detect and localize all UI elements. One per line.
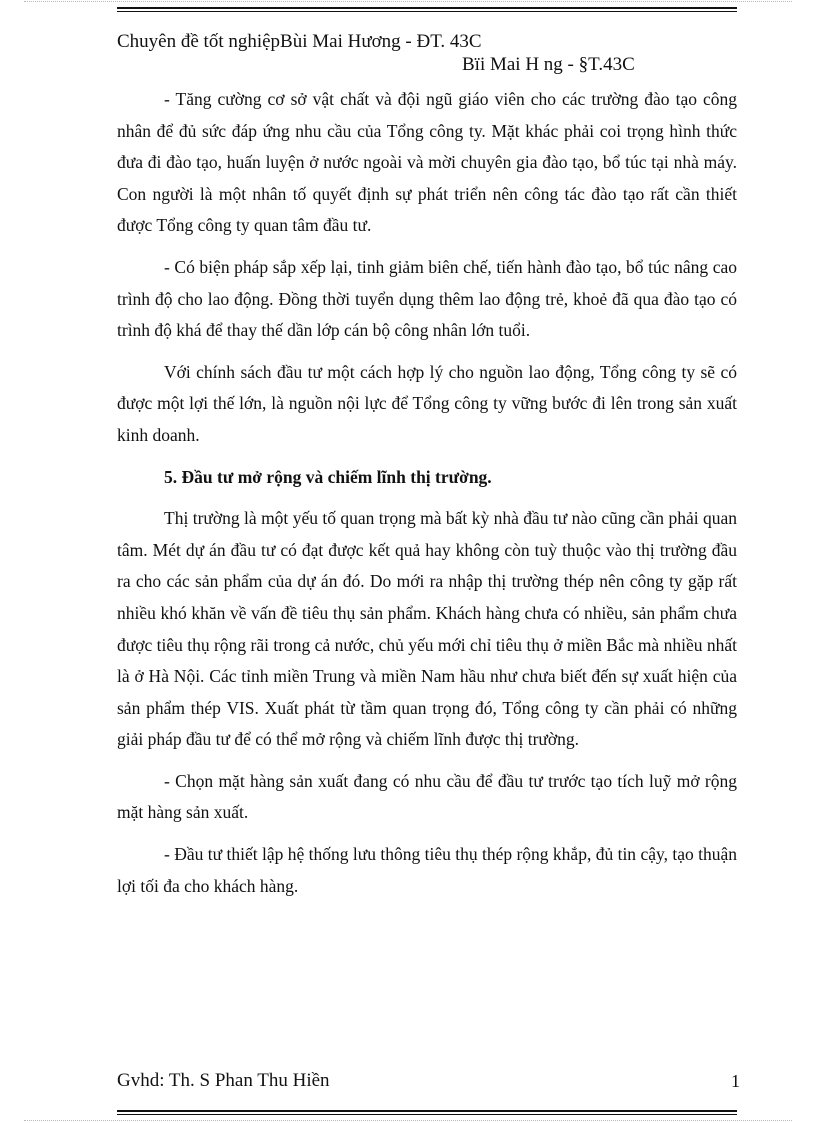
document-body [117, 84, 737, 912]
paragraph-market-importance: Thị trường là một yếu tố quan trọng mà bất kỳ nhà đầu tư nào cũng cần phải quan tâm. Mét dự án đầu tư có đạt được kết quả hay không còn tuỳ thuộc vào thị trường đầu ra cho các sản phẩm của dự án đó. Do mới ra nhập thị trường thép nên công ty gặp rất nhiều khó khăn về vấn đề tiêu thụ sản phẩm. Khách hàng chưa có nhiều, sản phẩm chưa được tiêu thụ rộng rãi trong cả nước, chủ yếu mới chỉ tiêu thụ ở miền Bắc mà nhiều nhất là ở Hà Nội. Các tỉnh miền Trung và miền Nam hầu như chưa biết đến sự xuất hiện của sản phẩm thép VIS. Xuất phát từ tầm quan trọng đó, Tổng công ty cần phải có những giải pháp đầu tư để có thể mở rộng và chiếm lĩnh được thị trường. [117, 508, 737, 750]
section-heading-market: 5. Đầu tư mở rộng và chiếm lĩnh thị trường. [164, 466, 492, 487]
paragraph-restructure-staff: - Có biện pháp sắp xếp lại, tinh giảm biên chế, tiến hành đào tạo, bổ túc nâng cao trình độ cho lao động. Đồng thời tuyển dụng thêm lao động trẻ, khoẻ đã qua đào tạo có trình độ khá để thay thế dần lớp cán bộ công nhân lớn tuổi. [117, 256, 737, 341]
footer-rule [117, 1110, 737, 1115]
paragraph-choose-products: - Chọn mặt hàng sản xuất đang có nhu cầu để đầu tư trước tạo tích luỹ mở rộng mặt hàng sản xuất. [117, 770, 737, 823]
page-top-dotted-edge [24, 1, 792, 2]
page-number: 1 [731, 1071, 740, 1091]
header-author-garbled: Bïi Mai H ng - §T.43C [462, 54, 635, 75]
paragraph-distribution-system: - Đầu tư thiết lập hệ thống lưu thông tiêu thụ thép rộng khắp, đủ tin cậy, tạo thuận lợi tối đa cho khách hàng. [117, 844, 737, 896]
page-bottom-dotted-edge [24, 1120, 792, 1121]
header-title: Chuyên đề tốt nghiệpBùi Mai Hương - ĐT. 43C [117, 31, 482, 52]
footer-advisor: Gvhd: Th. S Phan Thu Hiền [117, 1070, 330, 1091]
header-rule [117, 7, 737, 12]
paragraph-labor-policy: Với chính sách đầu tư một cách hợp lý cho nguồn lao động, Tổng công ty sẽ có được một lợi thế lớn, là nguồn nội lực để Tổng công ty vững bước đi lên trong sản xuất kinh doanh. [117, 361, 737, 445]
paragraph-training-facilities: - Tăng cường cơ sở vật chất và đội ngũ giáo viên cho các trường đào tạo công nhân để đủ sức đáp ứng nhu cầu của Tổng công ty. Mặt khác phải coi trọng hình thức đưa đi đào tạo, huấn luyện ở nước ngoài và mời chuyên gia đào tạo, bổ túc tại nhà máy. Con người là một nhân tố quyết định sự phát triển nên công tác đào tạo rất cần thiết được Tổng công ty quan tâm đầu tư. [117, 89, 737, 236]
